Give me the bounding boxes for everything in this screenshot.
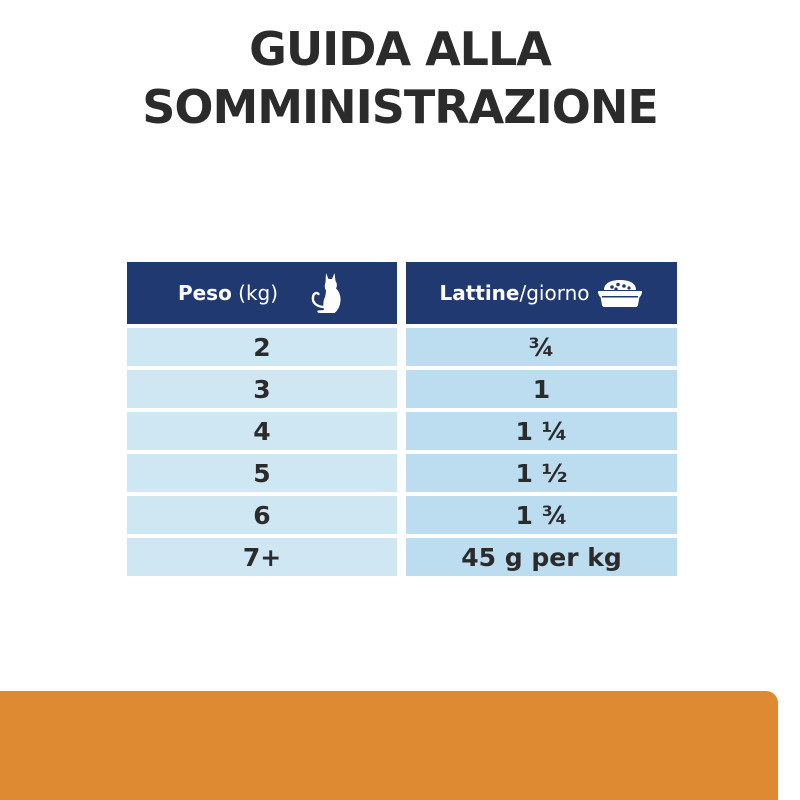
header-weight-unit: (kg) bbox=[231, 281, 279, 305]
weight-cell: 7+ bbox=[127, 538, 397, 576]
table-row bbox=[127, 454, 677, 492]
table-header-row bbox=[127, 262, 677, 324]
food-bowl-icon bbox=[596, 278, 644, 308]
page-title-line-1: GUIDA ALLA bbox=[249, 22, 551, 76]
table-row bbox=[127, 370, 677, 408]
weight-cell: 2 bbox=[127, 328, 397, 366]
header-weight-strong: Peso bbox=[177, 281, 232, 305]
table-row bbox=[127, 412, 677, 450]
orange-footer-band bbox=[0, 691, 778, 800]
page-title bbox=[0, 20, 800, 136]
amount-cell: 45 g per kg bbox=[406, 538, 677, 576]
weight-cell: 3 bbox=[127, 370, 397, 408]
table-row bbox=[127, 496, 677, 534]
amount-cell: 1 ¼ bbox=[406, 412, 677, 450]
amount-cell: 1 ¾ bbox=[406, 496, 677, 534]
cat-icon bbox=[306, 270, 346, 316]
page-title-line-2: SOMMINISTRAZIONE bbox=[142, 80, 658, 134]
header-weight-label bbox=[178, 281, 278, 305]
header-amount-cell bbox=[406, 262, 677, 324]
amount-cell: ¾ bbox=[406, 328, 677, 366]
header-amount-unit: /giorno bbox=[519, 281, 590, 305]
header-amount-label bbox=[439, 281, 589, 305]
header-weight-cell bbox=[127, 262, 397, 324]
weight-cell: 5 bbox=[127, 454, 397, 492]
amount-cell: 1 ½ bbox=[406, 454, 677, 492]
feeding-table bbox=[127, 262, 677, 576]
header-amount-strong: Lattine bbox=[439, 281, 520, 305]
weight-cell: 4 bbox=[127, 412, 397, 450]
table-row bbox=[127, 538, 677, 576]
weight-cell: 6 bbox=[127, 496, 397, 534]
amount-cell: 1 bbox=[406, 370, 677, 408]
table-row bbox=[127, 328, 677, 366]
